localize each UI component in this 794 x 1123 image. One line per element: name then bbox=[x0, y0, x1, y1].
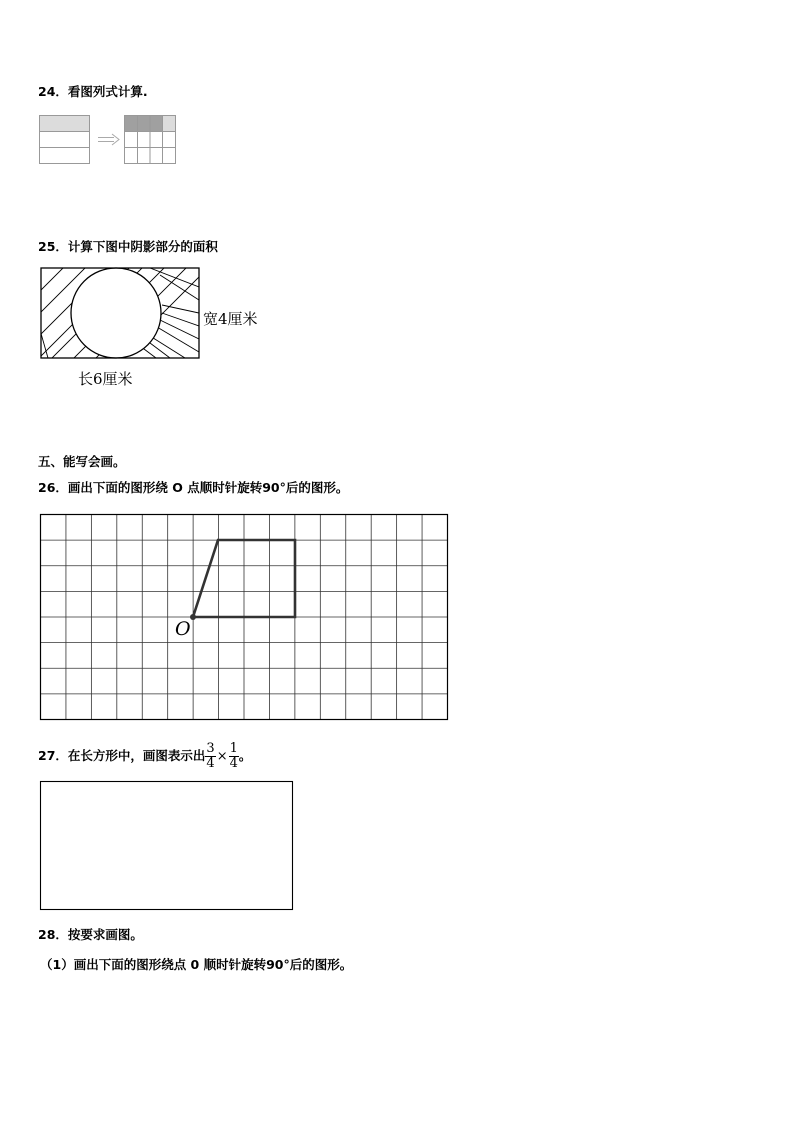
point-o-label: O bbox=[175, 618, 191, 640]
fraction-one-quarter: $\frac{1}{4}$ bbox=[229, 741, 238, 771]
q25-text: 25．计算下图中阴影部分的面积 bbox=[38, 239, 218, 254]
q28-text: 28．按要求画图。 bbox=[38, 927, 143, 942]
length-label: 长6厘米 bbox=[78, 370, 133, 388]
width-label: 宽4厘米 bbox=[203, 310, 258, 328]
q26-text: 26．画出下面的图形绕 O 点顺时针旋转90°后的图形。 bbox=[38, 480, 349, 495]
q28-sub1-text: （1）画出下面的图形绕点 0 顺时针旋转90°后的图形。 bbox=[40, 957, 353, 972]
q27-prefix: 27．在长方形中，画图表示出 bbox=[38, 748, 206, 763]
q27-suffix: 。 bbox=[238, 748, 252, 763]
fraction-three-quarters: $\frac{3}{4}$ bbox=[206, 741, 215, 771]
times-sign: × bbox=[216, 748, 228, 764]
drawing-rectangle bbox=[41, 782, 293, 910]
section-title: 五、能写会画。 bbox=[38, 454, 126, 469]
q24-text: 24．看图列式计算. bbox=[38, 84, 148, 99]
